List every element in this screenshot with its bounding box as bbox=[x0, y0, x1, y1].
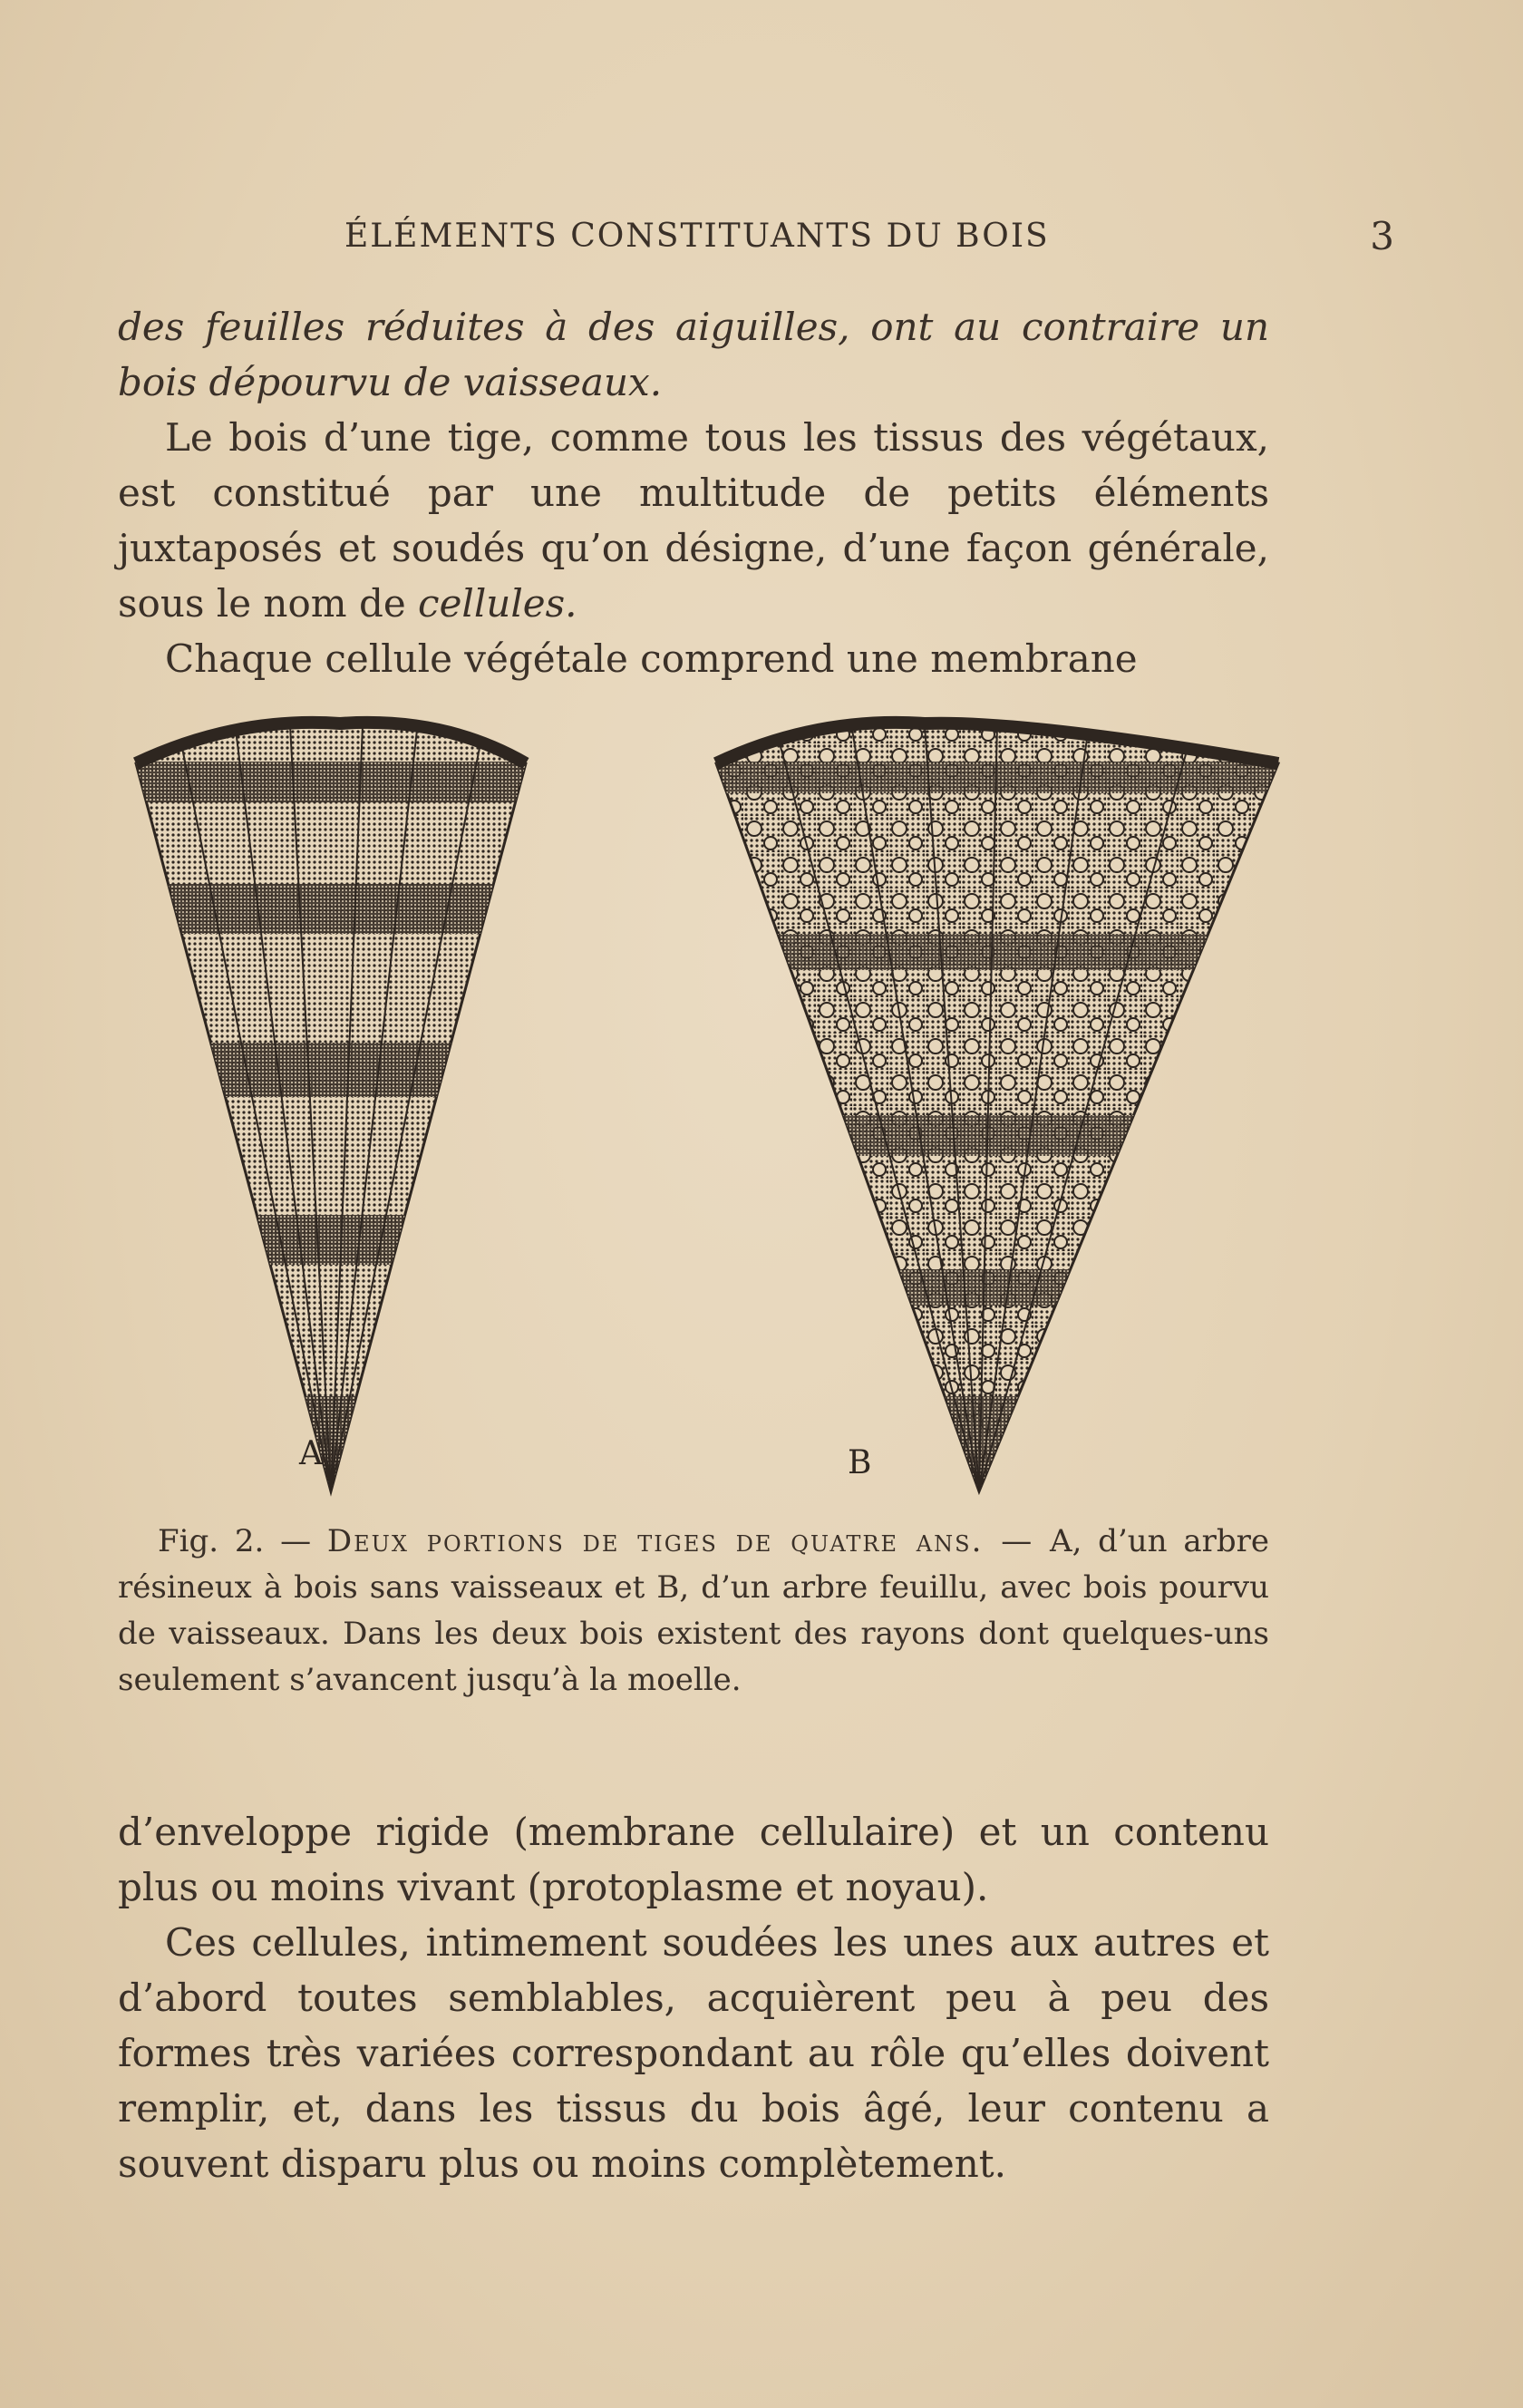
caption-body: A, d’un arbre résineux à bois sans vaisseaux et B, d’un arbre feuillu, avec bois pourvu de vaisseaux. Dans les deux bois existent des rayons dont quelques-uns seulement s’avancent jusqu’à la moelle. bbox=[118, 1523, 1270, 1698]
cellules-term: cellules. bbox=[418, 581, 577, 626]
figure-caption bbox=[118, 1519, 1269, 1704]
wedge-a bbox=[127, 723, 544, 1496]
paragraph-2 bbox=[118, 410, 1269, 631]
wedge-b bbox=[707, 723, 1287, 1496]
paragraph-3: Chaque cellule végétale comprend une membrane bbox=[165, 636, 1138, 681]
italic-text: des feuilles réduites à des aiguilles, ont au contraire un bois dépourvu de vaisseaux. bbox=[118, 305, 1269, 404]
label-b: B bbox=[848, 1444, 872, 1481]
running-head bbox=[118, 214, 1396, 263]
paragraph-4: d’enveloppe rigide (membrane cellulaire) et un contenu plus ou moins vivant (protoplasme et noyau). bbox=[118, 1810, 1269, 1909]
paragraph-5: Ces cellules, intimement soudées les unes aux autres et d’abord toutes semblables, acquièrent peu à peu des formes très variées correspondant au rôle qu’elles doivent remplir, et, dans les tissus du bois âgé, leur contenu a souvent disparu plus ou moins complètement. bbox=[118, 1920, 1269, 2186]
top-text bbox=[118, 299, 1269, 686]
caption-fig-number: Fig. 2. — bbox=[158, 1523, 312, 1559]
paragraph-1 bbox=[118, 299, 1269, 410]
figure-wood-sections bbox=[127, 707, 1296, 1514]
label-a: A bbox=[299, 1435, 323, 1472]
figure-illustration bbox=[127, 707, 1296, 1514]
page-number: 3 bbox=[1370, 214, 1396, 258]
bottom-text bbox=[118, 1804, 1269, 2191]
paragraph-2-text: Le bois d’une tige, comme tous les tissus des végétaux, est constitué par une multitude de petits éléments juxtaposés et soudés qu’on désigne, d’une façon générale, sous le nom de bbox=[118, 415, 1269, 626]
running-head-title: ÉLÉMENTS CONSTITUANTS DU BOIS bbox=[344, 218, 1050, 255]
caption-title: Deux portions de tiges de quatre ans. — bbox=[326, 1523, 1034, 1559]
